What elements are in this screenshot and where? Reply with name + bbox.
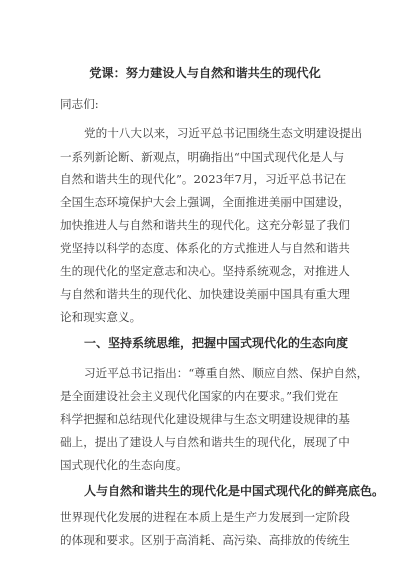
document-title: 党课：努力建设人与自然和谐共生的现代化 [89, 66, 321, 80]
paragraph-line: 自然和谐共生的现代化”。2023年7月，习近平总书记在 [60, 172, 347, 186]
bold-subheading: 人与自然和谐共生的现代化是中国式现代化的鲜亮底色。 [84, 484, 385, 498]
paragraph-line: 础上，提出了建设人与自然和谐共生的现代化，展现了中 [60, 435, 350, 449]
paragraph-line: 的体现和要求。区别于高消耗、高污染、高排放的传统生 [60, 533, 350, 547]
paragraph-line: 党坚持以科学的态度、体系化的方式推进人与自然和谐共 [60, 241, 350, 255]
paragraph-line: 与自然和谐共生的现代化、加快建设美丽中国具有重大理 [60, 287, 350, 301]
paragraph-line: 论和现实意义。 [60, 310, 142, 324]
paragraph-line: 加快推进人与自然和谐共生的现代化。这充分彰显了我们 [60, 218, 350, 232]
paragraph-line: 习近平总书记指出：“尊重自然、顺应自然、保护自然， [84, 366, 369, 380]
paragraph-line: 党的十八大以来，习近平总书记围绕生态文明建设提出 [84, 126, 363, 140]
paragraph-line: 是全面建设社会主义现代化国家的内在要求。”我们党在 [60, 389, 339, 403]
paragraph-line: 全国生态环境保护大会上强调，全面推进美丽中国建设， [60, 195, 350, 209]
paragraph-line: 生的现代化的坚定意志和决心。坚持系统观念，对推进人 [60, 264, 350, 278]
section-heading: 一、坚持系统思维，把握中国式现代化的生态向度 [84, 336, 349, 350]
paragraph-line: 国式现代化的生态向度。 [60, 458, 188, 472]
paragraph-line: 一系列新论断、新观点，明确指出“中国式现代化是人与 [60, 150, 345, 164]
paragraph-line: 科学把握和总结现代化建设规律与生态文明建设规律的基 [60, 412, 350, 426]
paragraph-line: 世界现代化发展的进程在本质上是生产力发展到一定阶段 [60, 510, 350, 524]
salutation: 同志们: [60, 97, 99, 111]
